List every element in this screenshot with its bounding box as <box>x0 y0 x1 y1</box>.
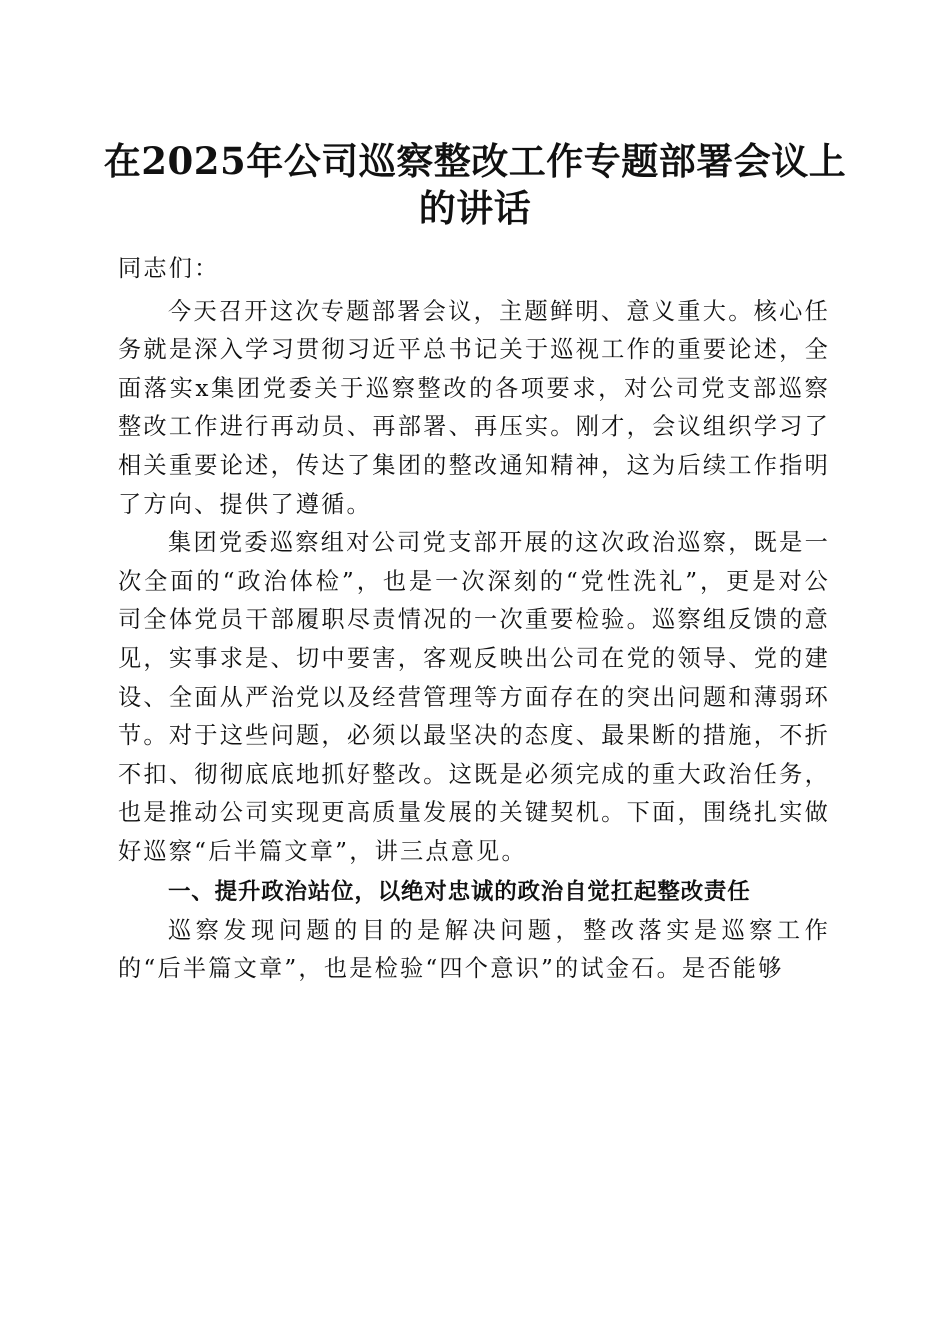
document-body <box>118 250 830 989</box>
body-paragraph-2: 集团党委巡察组对公司党支部开展的这次政治巡察，既是一次全面的“政治体检”，也是一次深刻的“党性洗礼”，更是对公司全体党员干部履职尽责情况的一次重要检验。巡察组反馈的意见，实事求是、切中要害，客观反映出公司在党的领导、党的建设、全面从严治党以及经营管理等方面存在的突出问题和薄弱环节。对于这些问题，必须以最坚决的态度、最果断的措施，不折不扣、彻彻底底地抓好整改。这既是必须完成的重大政治任务，也是推动公司实现更高质量发展的关键契机。下面，围绕扎实做好巡察“后半篇文章”，讲三点意见。 <box>118 529 830 865</box>
salutation: 同志们： <box>118 255 220 282</box>
body-paragraph-1: 今天召开这次专题部署会议，主题鲜明、意义重大。核心任务就是深入学习贯彻习近平总书记关于巡视工作的重要论述，全面落实x集团党委关于巡察整改的各项要求，对公司党支部巡察整改工作进行再动员、再部署、再压实。刚才，会议组织学习了相关重要论述，传达了集团的整改通知精神，这为后续工作指明了方向、提供了遵循。 <box>118 297 830 518</box>
section-paragraph: 巡察发现问题的目的是解决问题，整改落实是巡察工作的“后半篇文章”，也是检验“四个意识”的试金石。是否能够 <box>118 916 830 983</box>
document-title: 在2025年公司巡察整改工作专题部署会议上的讲话 <box>103 139 847 230</box>
section-heading: 一、提升政治站位，以绝对忠诚的政治自觉扛起整改责任 <box>168 878 751 905</box>
